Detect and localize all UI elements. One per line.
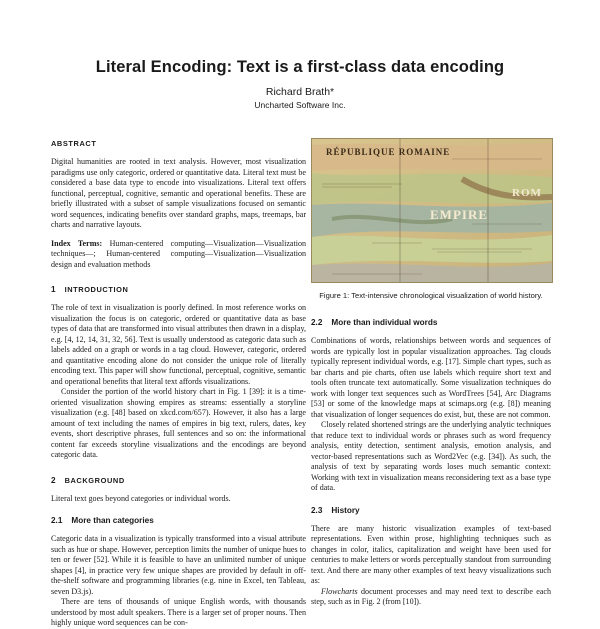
words-paragraph-2: Closely related shortened strings are the underlying analytic techniques that reduce text to individual words or phrases such as word frequency analysis, entity detection, sentiment analysis, emotion analysis, and vector-based representations such as Word2Vec (e.g. [34]). As such, the analysis of text by separating words loses much semantic context: Working with text in visualization means reconsidering text as a base type of data. [311,420,551,492]
figure-label-rome: ROM [512,187,542,199]
abstract-heading: ABSTRACT [51,139,97,148]
figure-label-empire: EMPIRE [430,207,488,222]
section-number: 2.2 [311,318,323,327]
figure-label-republic: RÉPUBLIQUE ROMAINE [326,147,451,157]
section-1-heading [51,284,306,295]
section-number: 1 [51,285,56,294]
section-title: BACKGROUND [64,475,125,485]
index-terms-text: Human-centered computing—Visualization—Visualization techniques—; Human-centered computing—Visualization—Visualization design and evaluation methods [51,238,306,269]
figure-1-image [311,138,553,283]
index-terms [51,239,306,271]
abstract-text: Digital humanities are rooted in text analysis. However, most visualization paradigms use only categoric, ordered or quantitative data. Literal text must be considered a base data type to encode into visualizations. Literal text offers functional, perceptual, cognitive, semantic and operational benefits. These are briefly illustrated with a subset of sample visualizations focused on semantic word sequences, indicating benefits over standard graphs, maps, treemaps, bar charts and narrative layouts. [51,157,306,229]
section-2-2-heading [311,317,551,328]
section-title: More than categories [71,516,154,525]
categories-paragraph-1: Categoric data in a visualization is typically transformed into a visual attribute such as hue or shape. However, perception limits the number of unique hues to ten or fewer [52]. While it is feasible to have an unlimited number of unique shapes [4], in practice very few unique shapes are provided by default in off-the-shelf software and programming libraries (e.g. nine in Excel, ten Tableau, seven D3.js). [51,534,306,596]
index-terms-label: Index Terms: [51,238,103,248]
section-number: 2.3 [311,505,323,515]
history-paragraph-2 [311,587,551,608]
words-paragraph-1: Combinations of words, relationships between words and sequences of words are typically lost in popular visualization approaches. Tag clouds typically represent individual words, e.g. [17]. Simple chart types, such as bar charts and pie charts, often use labels which require short text and tools often truncate text automatically. Some visualization techniques do work with longer text sequences such as WordTrees [54], Arc Diagrams [53] or some of the knowledge maps at scimaps.org (e.g. [8]) meaning that visualization of longer sequences do exist, but, these are not common. [311,336,551,419]
section-number: 2.1 [51,516,63,525]
left-column [51,138,306,629]
intro-paragraph-2: Consider the portion of the world history chart in Fig. 1 [39]: it is a time-oriented visualization showing empires as streams: essentially a storyline visualization (e.g. [48] based on xkcd.com/657). However, it also has a large amount of text including the names of empires in big text, rulers, dates, key events, short descriptive phrases, full sentences and so on: the informational content far exceeds storyline visualizations and the encodings are beyond categoric data. [51,387,306,459]
section-title: More than individual words [331,318,438,327]
history-paragraph-1: There are many historic visualization examples of text-based representations. Even within prose, highlighting techniques such as changes in color, italics, capitalization and weight have been used for centuries to make letters or words perceptually standout from surrounding text. And there are many other examples of text heavy visualizations such as: [311,523,551,585]
section-title: History [331,505,360,515]
flowcharts-term: Flowcharts [321,586,358,596]
section-number: 2 [51,475,56,485]
author-affiliation: Uncharted Software Inc. [254,100,346,110]
paper-title: Literal Encoding: Text is a first-class data encoding [95,58,505,76]
history-paragraph-2-text: document processes and may need text to describe each step, such as in Fig. 2 (from [10]). [311,586,551,606]
categories-paragraph-2: There are tens of thousands of unique English words, with thousands understood by most adult speakers. There is a larger set of proper nouns. Then highly unique word sequences can be con- [51,597,306,627]
section-2-1-heading [51,515,306,526]
figure-1-caption: Figure 1: Text-intensive chronological visualization of world history. [319,291,543,300]
author-name: Richard Brath* [265,86,335,98]
section-2-3-heading [311,505,551,516]
section-title: INTRODUCTION [64,285,129,294]
right-column [311,138,551,608]
section-2-heading [51,475,306,486]
background-paragraph: Literal text goes beyond categories or individual words. [51,493,231,503]
intro-paragraph-1: The role of text in visualization is poorly defined. In most reference works on visualization the focus is on categoric, ordered or quantitative data as base types of data that are transformed into visual attributes then drawn in a display, e.g. [4, 12, 14, 31, 32, 56]. Text is usually understood as categoric data such as labels added on a graph or words in a tag cloud. However, categoric, ordered and quantitative encoding alone do not consider the unique role of literally encoding text. This paper will show functional, perceptual, cognitive, semantic and operational benefits that literal text affords visualizations. [51,303,306,386]
